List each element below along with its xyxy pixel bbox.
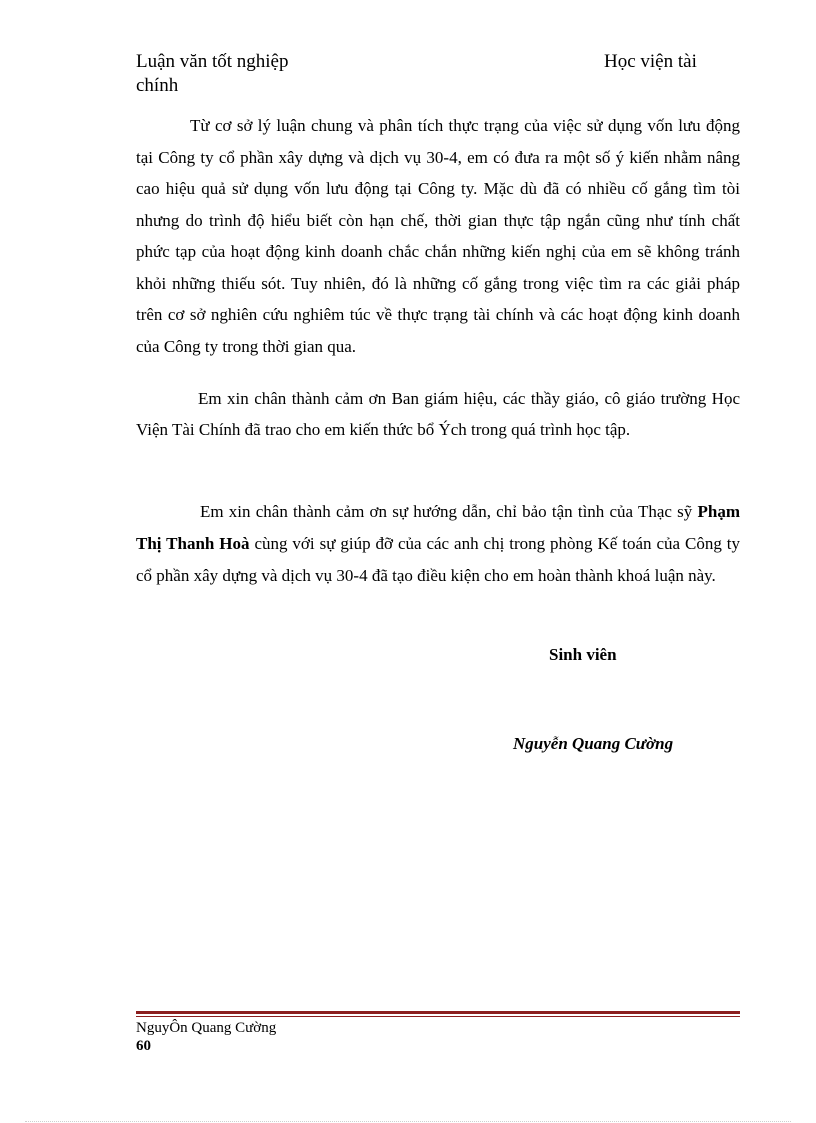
paragraph-conclusion <box>136 110 740 362</box>
paragraph-thanks-school-text: Em xin chân thành cảm ơn Ban giám hiệu, các thầy giáo, cô giáo trường Học Viện Tài Chính đã trao cho em kiến thức bổ Ých trong quá trình học tập. <box>136 389 740 439</box>
header-left <box>136 50 289 98</box>
header-left-continuation: chính <box>136 75 179 96</box>
signature-name: Nguyễn Quang Cường <box>513 734 674 753</box>
paragraph-thanks-advisor <box>136 496 740 592</box>
header-left-title: Luận văn tốt nghiệp <box>136 51 289 72</box>
page-number: 60 <box>136 1038 151 1054</box>
page-bottom-divider <box>25 1121 791 1122</box>
paragraph-thanks-school <box>136 383 740 445</box>
footer-divider <box>136 1011 740 1017</box>
paragraph-conclusion-text: Từ cơ sở lý luận chung và phân tích thực trạng của việc sử dụng vốn lưu động tại Công ty cổ phần xây dựng và dịch vụ 30-4, em có đưa ra một số ý kiến nhằm nâng cao hiệu quả sử dụng vốn lưu động tại Công ty. Mặc dù đã có nhiều cố gắng tìm tòi nhưng do trình độ hiểu biết còn hạn chế, thời gian thực tập ngắn cũng như tính chất phức tạp của hoạt động kinh doanh chắc chắn những kiến nghị của em sẽ không tránh khỏi những thiếu sót. Tuy nhiên, đó là những cố gắng trong việc tìm ra các giải pháp trên cơ sở nghiên cứu nghiêm túc về thực trạng tài chính và các hoạt động kinh doanh của Công ty trong thời gian qua. <box>136 116 740 356</box>
signature-title: Sinh viên <box>549 645 617 664</box>
header-right-title: Học viện tài <box>604 51 697 72</box>
footer-author: NguyÔn Quang Cường <box>136 1020 277 1036</box>
paragraph-thanks-advisor-text-1: Em xin chân thành cảm ơn sự hướng dẫn, chỉ bảo tận tình của Thạc sỹ <box>200 502 698 521</box>
advisor-name: Phạm Thị Thanh Hoà <box>136 502 740 553</box>
paragraph-thanks-advisor-text-2: cùng với sự giúp đỡ của các anh chị trong phòng Kế toán của Công ty cổ phần xây dựng và dịch vụ 30-4 đã tạo điều kiện cho em hoàn thành khoá luận này. <box>136 534 740 585</box>
